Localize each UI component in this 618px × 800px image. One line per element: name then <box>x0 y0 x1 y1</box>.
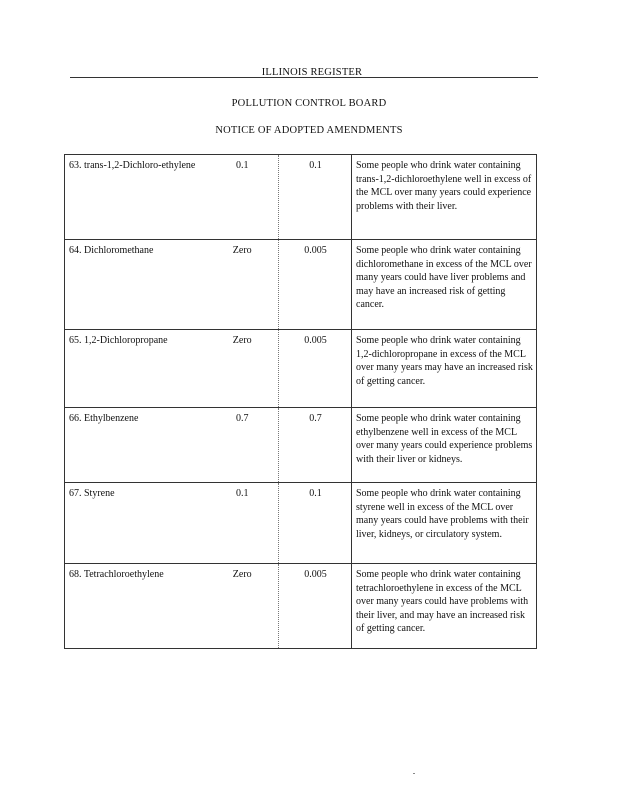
mcl-value: 0.1 <box>279 155 352 240</box>
mclg-value: 0.1 <box>206 155 279 240</box>
health-effect: Some people who drink water containing 1,2-dichloropropane in excess of the MCL over many years may have an increased risk of getting cancer. <box>352 330 537 408</box>
mcl-value: 0.1 <box>279 483 352 564</box>
mclg-value: 0.1 <box>206 483 279 564</box>
table-row <box>65 408 537 483</box>
mcl-value: 0.005 <box>279 330 352 408</box>
register-title: ILLINOIS REGISTER <box>261 67 363 78</box>
health-effect: Some people who drink water containing tetrachloroethylene in excess of the MCL over many years could have problems with their liver, and may have an increased risk of getting cancer. <box>352 564 537 649</box>
mcl-value: 0.005 <box>279 240 352 330</box>
board-title: POLLUTION CONTROL BOARD <box>231 98 387 109</box>
health-effect: Some people who drink water containing trans-1,2-dichloroethylene well in excess of the MCL over many years could experience problems with their liver. <box>352 155 537 240</box>
table-row <box>65 155 537 240</box>
table-row <box>65 240 537 330</box>
notice-title: NOTICE OF ADOPTED AMENDMENTS <box>215 125 403 136</box>
header-rule <box>70 77 538 78</box>
health-effect: Some people who drink water containing dichloromethane in excess of the MCL over many years could have liver problems and may have an increased risk of getting cancer. <box>352 240 537 330</box>
table-row <box>65 483 537 564</box>
contaminant-name: 65. 1,2-Dichloropropane <box>65 330 206 408</box>
table-row <box>65 330 537 408</box>
contaminant-table <box>64 154 537 649</box>
contaminant-name: 68. Tetrachloroethylene <box>65 564 206 649</box>
scan-speck <box>413 773 415 774</box>
mclg-value: Zero <box>206 240 279 330</box>
contaminant-name: 64. Dichloromethane <box>65 240 206 330</box>
mcl-value: 0.7 <box>279 408 352 483</box>
contaminant-name: 63. trans-1,2-Dichloro-ethylene <box>65 155 206 240</box>
health-effect: Some people who drink water containing styrene well in excess of the MCL over many years could have problems with their liver, kidneys, or circulatory system. <box>352 483 537 564</box>
mclg-value: 0.7 <box>206 408 279 483</box>
mcl-value: 0.005 <box>279 564 352 649</box>
mclg-value: Zero <box>206 330 279 408</box>
health-effect: Some people who drink water containing ethylbenzene well in excess of the MCL over many years could experience problems with their liver or kidneys. <box>352 408 537 483</box>
contaminant-name: 66. Ethylbenzene <box>65 408 206 483</box>
contaminant-name: 67. Styrene <box>65 483 206 564</box>
table-row <box>65 564 537 649</box>
mclg-value: Zero <box>206 564 279 649</box>
